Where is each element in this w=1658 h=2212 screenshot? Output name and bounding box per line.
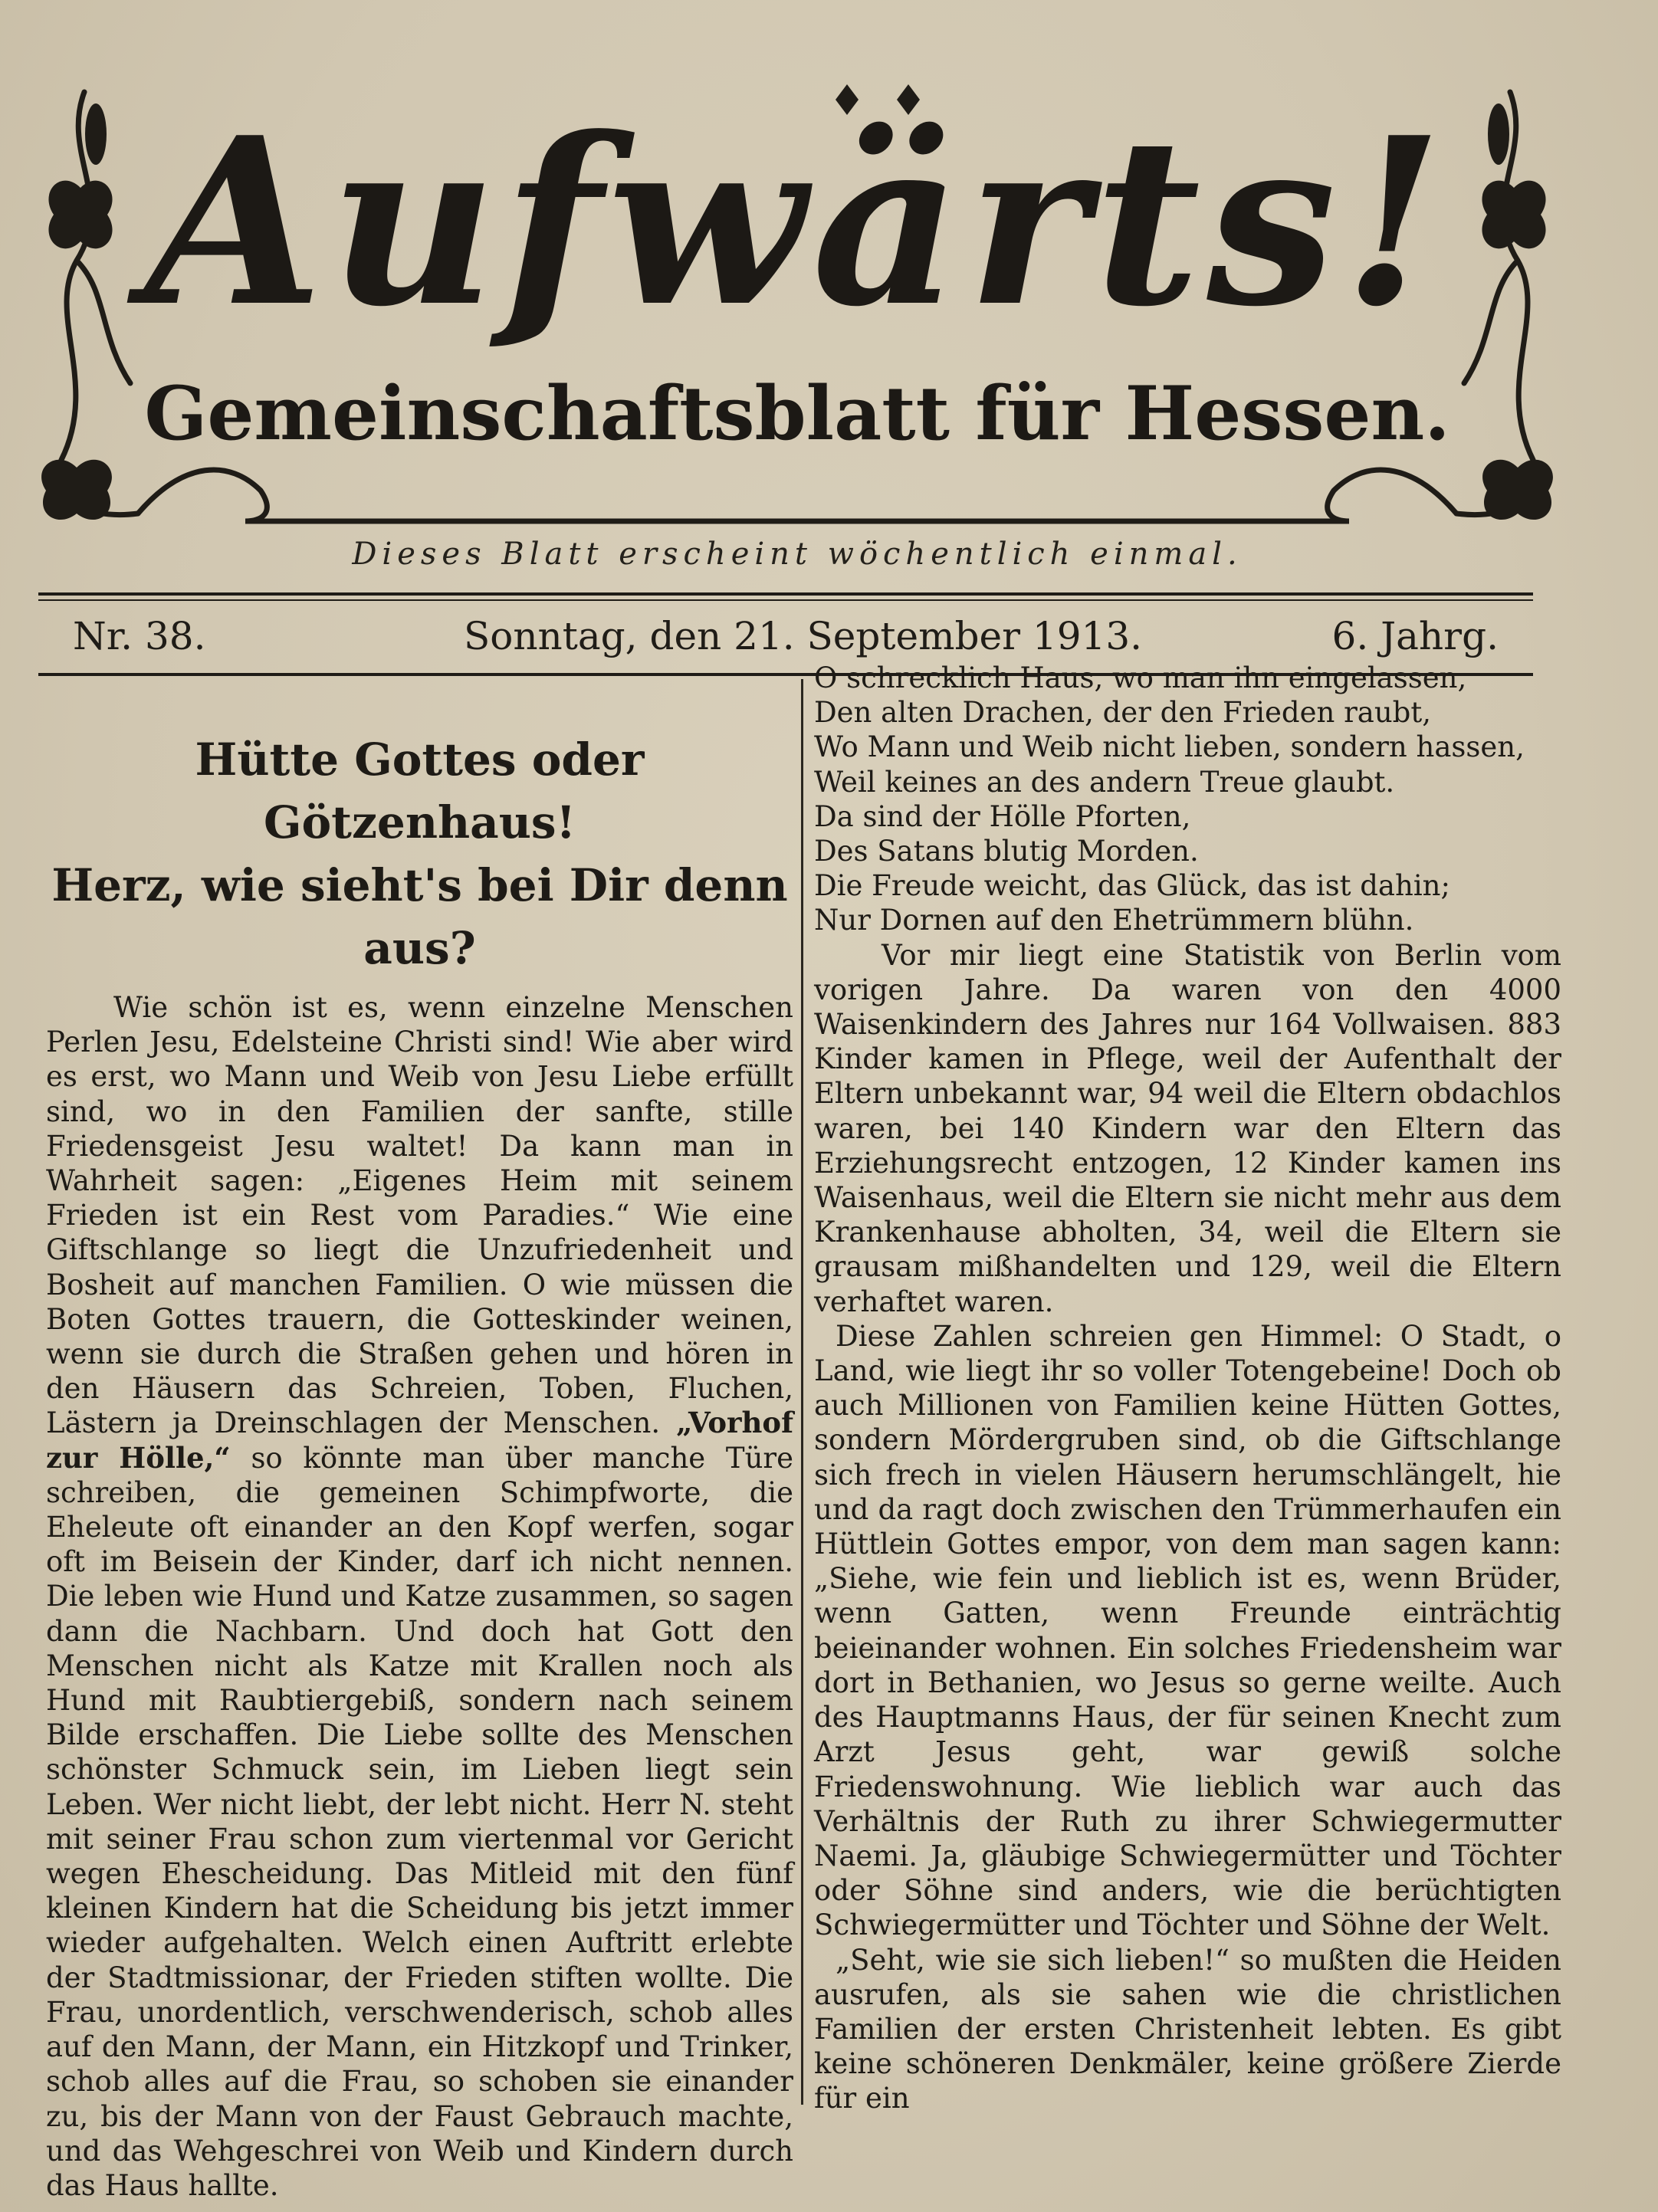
volume-year: 6. Jahrg. [1331, 614, 1499, 658]
poem-line: Die Freude weicht, das Glück, das ist dahin; [814, 869, 1450, 903]
poem-line: Nur Dornen auf den Ehetrümmern blühn. [814, 904, 1414, 937]
article-paragraph [46, 990, 793, 2203]
article-column-right [814, 661, 1561, 2115]
publication-frequency-note: Dieses Blatt erscheint wöchentlich einmal. [352, 537, 1243, 572]
masthead-subtitle: Gemeinschaftsblatt für Hessen. [144, 370, 1450, 457]
issue-date: Sonntag, den 21. September 1913. [464, 614, 1143, 658]
poem-line: Wo Mann und Weib nicht lieben, sondern hassen, [814, 730, 1525, 764]
article-paragraph: Diese Zahlen schreien gen Himmel: O Stadt, o Land, wie liegt ihr so voller Totengebeine! Doch ob auch Millionen von Familien keine Hütten Gottes, sondern Mördergruben sind, ob die Giftschlange sich frech in vielen Häusern herumschlängelt, hie und da ragt doch zwischen den Trümmerhaufen ein Hüttlein Gottes empor, von dem man sagen kann: „Siehe, wie fein und lieblich ist es, wenn Brüder, wenn Gatten, wenn Freunde einträchtig beieinander wohnen. Ein solches Friedensheim war dort in Bethanien, wo Jesus so gerne weilte. Auch des Hauptmanns Haus, der für seinen Knecht zum Arzt Jesus geht, war gewiß solche Friedenswohnung. Wie lieblich war auch das Verhältnis der Ruth zu ihrer Schwiegermutter Naemi. Ja, gläubige Schwiegermütter und Töchter oder Söhne sind anders, wie die berüchtigten Schwiegermütter und Töchter und Söhne der Welt. [814, 1319, 1561, 1942]
header-rule-top [38, 592, 1533, 596]
article-paragraph: „Seht, wie sie sich lieben!“ so mußten die Heiden ausrufen, als sie sahen wie die christlichen Familien der ersten Christenheit lebten. Es gibt keine schöneren Denkmäler, keine größere Zierde für ein [814, 1943, 1561, 2115]
paragraph-text: Wie schön ist es, wenn einzelne Menschen Perlen Jesu, Edelsteine Christi sind! Wie aber wird es erst, wo Mann und Weib von Jesu Liebe erfüllt sind, wo in den Familien der sanfte, stille Friedensgeist Jesu waltet! Da kann man in Wahrheit sagen: „Eigenes Heim mit seinem Frieden ist ein Rest vom Paradies.“ Wie eine Giftschlange so liegt die Unzufriedenheit und Bosheit auf manchen Familien. O wie müssen die Boten Gottes trauern, die Gotteskinder weinen, wenn sie durch die Straßen gehen und hören in den Häusern das Schreien, Toben, Fluchen, Lästern ja Dreinschlagen der Menschen. [46, 991, 793, 1440]
paragraph-text: so könnte man über manche Türe schreiben, die gemeinen Schimpfworte, die Eheleute oft einander an den Kopf werfen, sogar oft im Beisein der Kinder, darf ich nicht nennen. Die leben wie Hund und Katze zusammen, so sagen dann die Nachbarn. Und doch hat Gott den Menschen nicht als Katze mit Krallen noch als Hund mit Raubtiergebiß, sondern nach seinem Bilde erschaffen. Die Liebe sollte des Menschen schönster Schmuck sein, im Lieben liegt sein Leben. Wer nicht liebt, der lebt nicht. Herr N. steht mit seiner Frau schon zum viertenmal vor Gericht wegen Ehescheidung. Das Mitleid mit den fünf kleinen Kindern hat die Scheidung bis jetzt immer wieder aufgehalten. Welch einen Auftritt erlebte der Stadtmissionar, der Frieden stiften wollte. Die Frau, unordentlich, verschwenderisch, schob alles auf den Mann, der Mann, ein Hitzkopf und Trinker, schob alles auf die Frau, so schoben sie einander zu, bis der Mann von der Faust Gebrauch machte, und das Wehgeschrei von Weib und Kindern durch das Haus hallte. [46, 1441, 794, 2202]
column-divider [801, 679, 803, 2105]
article-headline: Hütte Gottes oder Götzenhaus! [195, 734, 645, 848]
poem-line: Den alten Drachen, der den Frieden raubt, [814, 696, 1431, 730]
article-paragraph: Vor mir liegt eine Statistik von Berlin vom vorigen Jahre. Da waren von den 4000 Waisenkindern des Jahres nur 164 Vollwaisen. 883 Kinder kamen in Pflege, weil der Aufenthalt der Eltern unbekannt war, 94 weil die Eltern obdachlos waren, bei 140 Kindern war den Eltern das Erziehungsrecht entzogen, 12 Kinder kamen ins Waisenhaus, weil die Eltern sie nicht mehr aus dem Krankenhause abholten, 34, weil die Eltern sie grausam mißhandelten und 129, weil die Eltern verhaftet waren. [814, 938, 1561, 1318]
emphasis-text: „Vorhof zur Hölle,“ [46, 1406, 793, 1475]
masthead-title: Aufwärts! [145, 87, 1450, 357]
article-subheadline: Herz, wie sieht's bei Dir denn aus? [51, 859, 788, 974]
poem [814, 661, 1561, 938]
issue-number: Nr. 38. [73, 614, 206, 658]
poem-line: Da sind der Hölle Pforten, [814, 799, 1191, 833]
masthead [31, 61, 1564, 572]
poem-line: Des Satans blutig Morden. [814, 835, 1199, 868]
poem-line: O schrecklich Haus, wo man ihn eingelassen, [814, 661, 1467, 694]
header-rule-top-thin [38, 599, 1533, 601]
poem-line: Weil keines an des andern Treue glaubt. [814, 765, 1395, 799]
article-column-left [46, 674, 794, 2202]
dateline [73, 609, 1499, 663]
